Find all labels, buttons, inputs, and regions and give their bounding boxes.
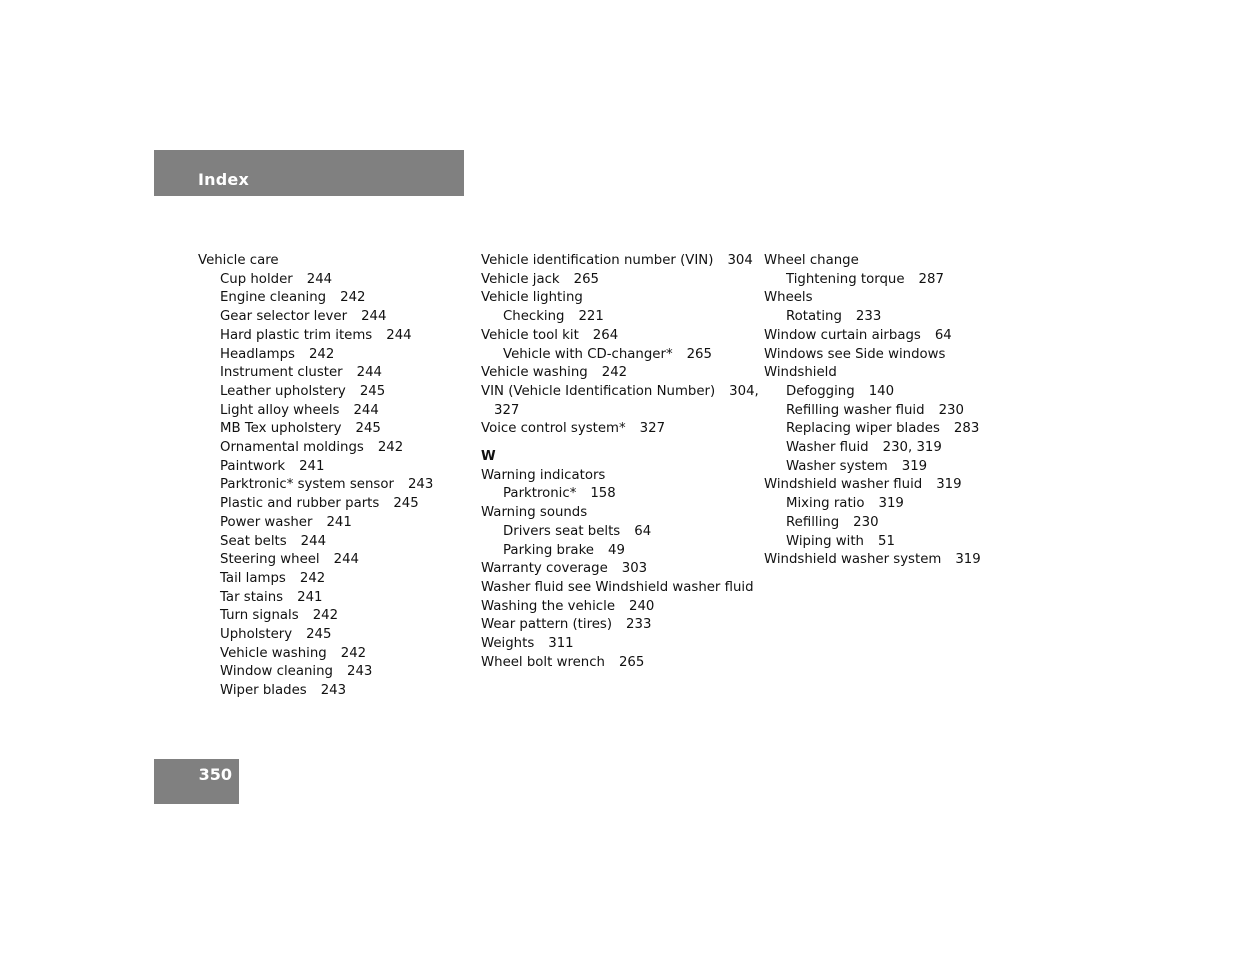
index-entry (764, 327, 981, 346)
index-entry-term: W (481, 449, 496, 465)
index-entry (764, 364, 981, 383)
index-entry-page: 244 (333, 552, 360, 568)
index-entry-term: Engine cleaning (220, 290, 327, 306)
index-entry-page: 244 (353, 402, 379, 418)
index-entry-term: Weights (481, 636, 535, 652)
index-entry (198, 626, 433, 645)
index-entry (198, 308, 433, 327)
index-entry (198, 495, 433, 514)
index-entry-term: Warning indicators (481, 467, 606, 483)
index-entry-term: VIN (Vehicle Identification Number) (481, 383, 716, 399)
index-entry (198, 533, 433, 552)
index-entry (198, 327, 433, 346)
index-entry (764, 495, 981, 514)
index-entry-term: Parktronic* (503, 486, 577, 502)
index-entry-page: 158 (590, 486, 616, 502)
index-entry-term: Seat belts (220, 533, 287, 549)
index-entry-term: Windshield washer system (764, 552, 942, 568)
index-entry-page: 230 (938, 402, 964, 418)
index-entry-page: 244 (306, 271, 333, 287)
index-entry-page: 265 (686, 346, 712, 362)
index-entry (764, 533, 981, 552)
index-entry-term: Wheels (764, 290, 813, 306)
index-entry (481, 252, 759, 271)
index-entry (764, 289, 981, 308)
index-entry-term: Paintwork (220, 458, 286, 474)
index-entry-term: Vehicle lighting (481, 290, 583, 306)
index-entry-term: Ornamental moldings (220, 440, 364, 456)
index-entry-page: 304, (729, 383, 759, 399)
index-entry-term: Steering wheel (220, 552, 320, 568)
index-entry (481, 523, 759, 542)
index-entry-term: Windshield washer fluid (764, 477, 923, 493)
index-entry (481, 308, 759, 327)
index-entry-term: Wiping with (786, 533, 864, 549)
index-entry (481, 598, 759, 617)
index-entry-term: 327 (494, 402, 520, 418)
index-entry-term: Defogging (786, 383, 855, 399)
index-entry-page: 303 (621, 561, 648, 577)
index-entry-term: Light alloy wheels (220, 402, 340, 418)
index-entry-term: Gear selector lever (220, 309, 348, 325)
index-entry (198, 514, 433, 533)
index-entry-term: Warning sounds (481, 505, 588, 521)
index-entry (764, 476, 981, 495)
index-entry-page: 244 (361, 309, 387, 325)
index-column-2 (481, 252, 759, 672)
index-entry (198, 645, 433, 664)
index-entry (764, 420, 981, 439)
index-entry-term: Tail lamps (220, 570, 286, 586)
index-entry (481, 654, 759, 673)
page-number: 350 (198, 765, 232, 784)
index-entry (198, 383, 433, 402)
index-entry-term: Rotating (786, 309, 842, 325)
index-entry (764, 252, 981, 271)
index-entry (481, 504, 759, 523)
index-entry-page: 230 (853, 514, 879, 530)
index-entry-page: 221 (578, 309, 604, 325)
index-entry-page: 245 (306, 627, 332, 643)
section-header-bar (154, 150, 464, 196)
index-entry-term: Voice control system* (481, 421, 626, 437)
index-entry-page: 245 (355, 421, 381, 437)
index-entry-term: Replacing wiper blades (786, 421, 940, 437)
index-entry (481, 383, 759, 402)
index-entry (198, 252, 433, 271)
index-entry-page: 241 (326, 514, 352, 530)
index-entry-page: 49 (608, 542, 625, 558)
index-entry-page: 51 (878, 533, 895, 549)
index-entry-term: Leather upholstery (220, 383, 346, 399)
index-entry (481, 635, 759, 654)
index-entry-page: 244 (300, 533, 327, 549)
index-entry-term: Wear pattern (tires) (481, 617, 613, 633)
index-entry (481, 579, 759, 598)
index-entry-term: Wheel bolt wrench (481, 654, 605, 670)
index-entry-page: 241 (297, 589, 323, 605)
index-entry-term: Drivers seat belts (503, 523, 621, 539)
index-entry-page: 242 (377, 440, 404, 456)
index-entry (764, 514, 981, 533)
index-entry-page: 64 (634, 523, 652, 539)
index-entry-term: Upholstery (220, 627, 293, 643)
index-entry-term: Mixing ratio (786, 496, 865, 512)
index-entry (198, 570, 433, 589)
index-entry-page: 140 (868, 383, 895, 399)
index-entry (198, 551, 433, 570)
index-entry (198, 476, 433, 495)
index-entry-page: 243 (346, 664, 373, 680)
index-entry-page: 327 (639, 421, 666, 437)
index-entry-page: 242 (308, 346, 335, 362)
index-entry-page: 240 (629, 598, 655, 614)
index-entry (198, 402, 433, 421)
index-entry (481, 402, 759, 421)
index-entry (198, 458, 433, 477)
index-entry (764, 402, 981, 421)
index-entry (198, 420, 433, 439)
section-title: Index (198, 170, 249, 189)
index-entry-term: Instrument cluster (220, 365, 343, 381)
index-entry-page: 311 (548, 636, 574, 652)
index-entry-page: 265 (573, 271, 600, 287)
index-entry-term: Tar stains (220, 589, 284, 605)
index-entry-term: Plastic and rubber parts (220, 496, 380, 512)
index-entry (198, 364, 433, 383)
index-entry-term: Washer fluid (786, 440, 869, 456)
index-entry-page: 304 (727, 253, 753, 268)
index-entry (481, 289, 759, 308)
index-entry (481, 327, 759, 346)
index-entry-term: Hard plastic trim items (220, 327, 373, 343)
index-entry (764, 383, 981, 402)
index-column-3 (764, 252, 981, 570)
index-entry (481, 467, 759, 486)
index-entry-term: Checking (503, 309, 565, 325)
index-entry-term: Vehicle care (198, 253, 279, 268)
index-entry-term: Turn signals (220, 608, 299, 624)
index-entry-page: 241 (299, 458, 325, 474)
index-entry-page: 230, 319 (882, 440, 942, 456)
index-entry (198, 271, 433, 290)
index-entry (481, 346, 759, 365)
index-entry-term: Washing the vehicle (481, 598, 615, 614)
index-entry-page: 264 (592, 327, 619, 343)
index-entry-page: 233 (855, 309, 882, 325)
index-entry-term: Vehicle tool kit (481, 327, 579, 343)
index-entry-page: 242 (340, 290, 366, 306)
index-entry-page: 319 (936, 477, 962, 493)
index-entry-term: Refilling (786, 514, 840, 530)
index-entry (481, 485, 759, 504)
index-entry (481, 542, 759, 561)
index-entry-term: Warranty coverage (481, 561, 608, 577)
index-entry-term: Vehicle washing (220, 645, 327, 661)
index-entry-page: 319 (901, 458, 928, 474)
index-entry-page: 319 (955, 552, 981, 568)
index-column-1 (198, 252, 433, 701)
index-entry (481, 364, 759, 383)
index-entry-term: Headlamps (220, 346, 295, 362)
index-entry-term: Vehicle with CD-changer* (503, 346, 673, 362)
index-entry-page: 283 (953, 421, 980, 437)
index-entry (481, 271, 759, 290)
index-entry-term: Parktronic* system sensor (220, 477, 394, 493)
index-entry-term: Washer system (786, 458, 888, 474)
index-entry-term: Washer fluid see Windshield washer fluid (481, 579, 754, 595)
index-entry-page: 64 (934, 327, 952, 343)
index-entry-term: Power washer (220, 514, 313, 530)
index-entry-term: MB Tex upholstery (220, 421, 342, 437)
index-entry-term: Refilling washer fluid (786, 402, 925, 418)
index-entry-page: 245 (359, 383, 386, 399)
index-entry (764, 439, 981, 458)
index-entry (198, 607, 433, 626)
index-entry-page: 287 (918, 271, 944, 287)
index-entry (198, 663, 433, 682)
index-entry (764, 346, 981, 365)
index-entry-term: Parking brake (503, 542, 594, 558)
index-entry-term: Window cleaning (220, 664, 333, 680)
index-entry-term: Vehicle identification number (VIN) (481, 253, 714, 268)
index-entry (198, 439, 433, 458)
index-entry (198, 346, 433, 365)
index-entry (481, 616, 759, 635)
index-entry-page: 233 (626, 617, 652, 633)
index-entry (764, 308, 981, 327)
index-entry (764, 271, 981, 290)
index-entry (198, 682, 433, 701)
index-entry-term: Window curtain airbags (764, 327, 921, 343)
index-entry (481, 560, 759, 579)
index-entry (764, 551, 981, 570)
index-entry-term: Vehicle washing (481, 365, 588, 381)
index-entry-term: Tightening torque (786, 271, 905, 287)
index-entry-term: Wiper blades (220, 683, 307, 699)
index-entry-page: 242 (340, 645, 367, 661)
index-entry-page: 243 (407, 477, 434, 493)
index-entry-page: 245 (393, 496, 419, 512)
index-entry-page: 242 (601, 365, 628, 381)
index-entry-page: 243 (320, 683, 347, 699)
index-entry-page: 242 (299, 570, 326, 586)
index-entry-page: 244 (356, 365, 382, 381)
index-entry-page: 242 (312, 608, 339, 624)
index-entry-term: Windshield (764, 365, 837, 381)
index-entry-page: 265 (618, 654, 645, 670)
index-entry-page: 319 (878, 496, 904, 512)
index-entry-term: Wheel change (764, 253, 859, 268)
index-entry (198, 589, 433, 608)
index-entry-term: Vehicle jack (481, 271, 560, 287)
page-number-box (154, 759, 239, 804)
index-entry (764, 458, 981, 477)
index-entry-page: 244 (386, 327, 412, 343)
index-entry-term: Cup holder (220, 271, 293, 287)
index-entry (481, 420, 759, 439)
index-letter-heading (481, 448, 759, 467)
index-entry (198, 289, 433, 308)
index-entry-term: Windows see Side windows (764, 346, 946, 362)
